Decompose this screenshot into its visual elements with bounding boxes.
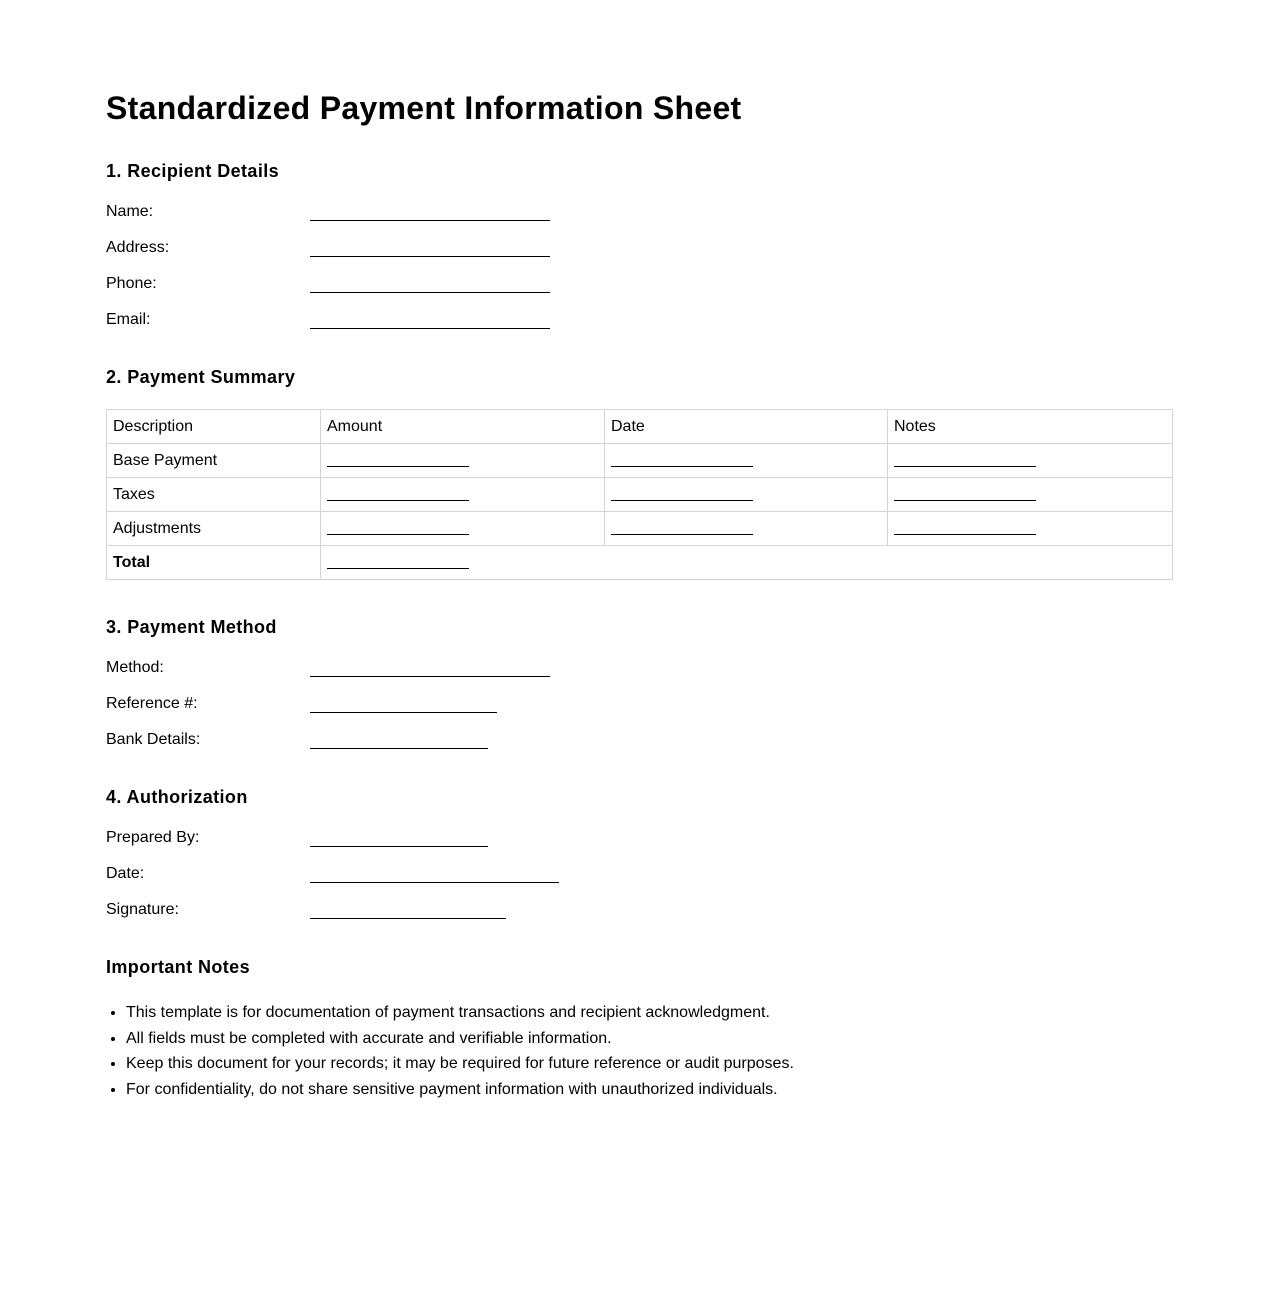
row-label-adjustments: Adjustments [107, 512, 321, 546]
total-amount-cell [321, 546, 1173, 580]
bank-details-field-row [106, 730, 806, 754]
auth-date-label: Date: [106, 865, 145, 882]
column-header-date: Date [605, 410, 888, 444]
table-row [107, 478, 1173, 512]
row-label-taxes: Taxes [107, 478, 321, 512]
page-title: Standardized Payment Information Sheet [106, 90, 742, 126]
date-cell [605, 512, 888, 546]
bank-details-input-line[interactable] [310, 748, 488, 749]
method-input-line[interactable] [310, 676, 550, 677]
table-row [107, 444, 1173, 478]
amount-input-line[interactable] [327, 488, 469, 501]
date-input-line[interactable] [611, 454, 753, 467]
list-item: • For confidentiality, do not share sensitive payment information with unauthorized individuals. [126, 1077, 794, 1103]
column-header-description: Description [107, 410, 321, 444]
recipient-details-heading: 1. Recipient Details [106, 161, 280, 181]
date-cell [605, 478, 888, 512]
column-header-notes: Notes [888, 410, 1173, 444]
notes-cell [888, 512, 1173, 546]
notes-input-line[interactable] [894, 488, 1036, 501]
prepared-by-field-row [106, 828, 806, 852]
amount-cell [321, 512, 605, 546]
phone-label: Phone: [106, 275, 157, 292]
table-total-row [107, 546, 1173, 580]
authorization-heading: 4. Authorization [106, 787, 248, 807]
name-label: Name: [106, 203, 154, 220]
address-field-row [106, 238, 806, 262]
row-label-total: Total [107, 546, 321, 580]
bank-details-label: Bank Details: [106, 731, 201, 748]
amount-cell [321, 444, 605, 478]
date-cell [605, 444, 888, 478]
method-label: Method: [106, 659, 164, 676]
reference-label: Reference #: [106, 695, 198, 712]
amount-cell [321, 478, 605, 512]
payment-method-heading: 3. Payment Method [106, 617, 277, 637]
date-input-line[interactable] [611, 488, 753, 501]
signature-label: Signature: [106, 901, 179, 918]
list-item: • All fields must be completed with accurate and verifiable information. [126, 1026, 794, 1052]
auth-date-input-line[interactable] [310, 882, 559, 883]
total-amount-input-line[interactable] [327, 556, 469, 569]
phone-field-row [106, 274, 806, 298]
signature-field-row [106, 900, 806, 924]
method-field-row [106, 658, 806, 682]
prepared-by-input-line[interactable] [310, 846, 488, 847]
payment-summary-table [106, 409, 1173, 580]
notes-input-line[interactable] [894, 522, 1036, 535]
table-header-row [107, 410, 1173, 444]
address-input-line[interactable] [310, 256, 550, 257]
name-input-line[interactable] [310, 220, 550, 221]
list-item: • This template is for documentation of payment transactions and recipient acknowledgment. [126, 1000, 794, 1026]
table-row [107, 512, 1173, 546]
amount-input-line[interactable] [327, 454, 469, 467]
list-item: • Keep this document for your records; it may be required for future reference or audit purposes. [126, 1051, 794, 1077]
important-notes-heading: Important Notes [106, 957, 251, 977]
address-label: Address: [106, 239, 170, 256]
column-header-amount: Amount [321, 410, 605, 444]
name-field-row [106, 202, 806, 226]
important-notes-list [106, 1000, 794, 1102]
notes-input-line[interactable] [894, 454, 1036, 467]
payment-summary-heading: 2. Payment Summary [106, 367, 296, 387]
prepared-by-label: Prepared By: [106, 829, 200, 846]
email-label: Email: [106, 311, 151, 328]
reference-input-line[interactable] [310, 712, 497, 713]
notes-cell [888, 444, 1173, 478]
notes-cell [888, 478, 1173, 512]
phone-input-line[interactable] [310, 292, 550, 293]
amount-input-line[interactable] [327, 522, 469, 535]
signature-input-line[interactable] [310, 918, 506, 919]
date-input-line[interactable] [611, 522, 753, 535]
auth-date-field-row [106, 864, 806, 888]
reference-field-row [106, 694, 806, 718]
email-input-line[interactable] [310, 328, 550, 329]
row-label-base-payment: Base Payment [107, 444, 321, 478]
email-field-row [106, 310, 806, 334]
